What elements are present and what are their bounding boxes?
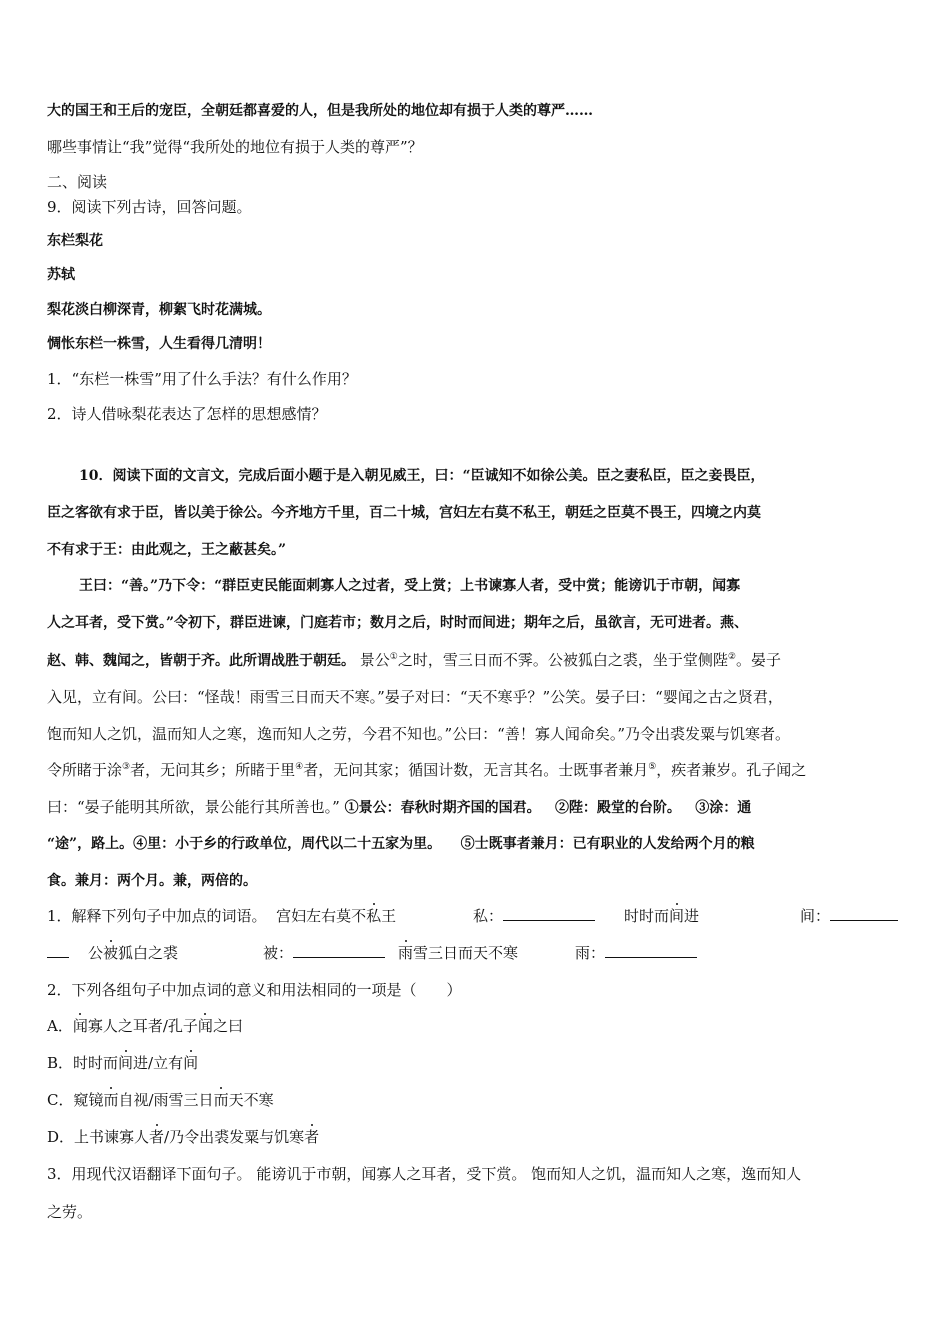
q9-sub-1: 1．“东栏一株雪”用了什么手法？有什么作用？ xyxy=(47,370,357,388)
s1-item-4: 雨雪三日而天不寒 xyxy=(398,944,519,962)
answer-blank-2[interactable] xyxy=(830,906,898,921)
q10-p2-line-1: 王曰：“善。”乃下令：“群臣吏民能面刺寡人之过者，受上赏；上书谏寡人者，受中赏；能谤讥于市朝，闻寡 xyxy=(79,578,741,594)
footnote-ref-5: ⑤ xyxy=(648,762,657,772)
q10-p2-line-7-a: 曰：“晏子能明其所欲，景公能行其所善也。” xyxy=(47,798,340,816)
q10-p1-line-2: 臣之客欲有求于臣，皆以美于徐公。今齐地方千里，百二十城，宫妇左右莫不私王，朝廷之臣莫不畏王，四境之内莫 xyxy=(47,505,761,521)
s1-item-3: 公被狐白之裘 xyxy=(88,944,179,962)
footnote-5: ⑤士既事者兼月：已有职业的人发给两个月的粮 xyxy=(460,836,755,852)
intro-question: 哪些事情让“我”觉得“我所处的地位有损于人类的尊严”？ xyxy=(47,138,423,156)
poem-author: 苏轼 xyxy=(47,267,75,283)
footnote-ref-3: ③ xyxy=(122,762,131,772)
s1-label: 1．解释下列句子中加点的词语。 xyxy=(47,907,267,925)
q10-p2-line-3-a: 赵、韩、魏闻之，皆朝于齐。此所谓战胜于朝廷。 xyxy=(47,653,355,669)
q10-p2-line-6 xyxy=(47,760,806,780)
option-b[interactable]: B．时时而间进/立有间 xyxy=(47,1054,199,1072)
s2-label: 2．下列各组句子中加点词的意义和用法相同的一项是（ ） xyxy=(47,981,462,999)
option-d[interactable]: D．上书谏寡人者/乃令出裘发粟与饥寒者 xyxy=(47,1128,320,1146)
answer-blank-4[interactable] xyxy=(605,943,697,958)
q9-title: 9．阅读下列古诗，回答问题。 xyxy=(47,198,252,216)
s1-item-2: 时时而间进 xyxy=(624,907,700,925)
q10-p2-line-5: 饱而知人之饥，温而知人之寒，逸而知人之劳，今君不知也。”公曰：“善！寡人闻命矣。”乃令出裘发粟与饥寒者。 xyxy=(47,725,791,743)
s1-item-2-dotted: 间 xyxy=(669,907,685,925)
q10-p2-line-3-b: 景公 xyxy=(359,651,390,669)
s1-answer-4: 雨： xyxy=(575,943,697,963)
q10-p2-line-4: 入见，立有间。公曰：“怪哉！雨雪三日而天不寒。”晏子对曰：“天不寒乎？”公笑。晏子曰：“婴闻之古之贤君， xyxy=(47,688,783,706)
footnote-4: “途”，路上。④里：小于乡的行政单位，周代以二十五家为里。 xyxy=(47,836,442,852)
s1-answer-3: 被： xyxy=(263,943,385,963)
q10-p2-line-2: 人之耳者，受下赏。”令初下，群臣进谏，门庭若市；数月之后，时时而间进；期年之后，虽欲言，无可进者。燕、 xyxy=(47,615,749,631)
footnote-2: ②陛：殿堂的台阶。 xyxy=(554,800,681,816)
s3-line-1: 3．用现代汉语翻译下面句子。 能谤讥于市朝，闻寡人之耳者，受下赏。 饱而知人之饥，温而知人之寒，逸而知人 xyxy=(47,1165,802,1183)
footnote-3: ③涂：通 xyxy=(695,800,752,816)
s1-item-3-dotted: 被 xyxy=(103,944,119,962)
answer-blank-2-tail[interactable] xyxy=(47,943,69,958)
q10-p1-line-3: 不有求于王：由此观之，王之蔽甚矣。” xyxy=(47,542,287,558)
q10-p2-line-3-c: 之时，雪三日而不霁。公被狐白之裘，坐于堂侧陛 xyxy=(397,651,728,669)
s1-item-1: 宫妇左右莫不私王 xyxy=(276,907,397,925)
q10-p2-line-3-d: 。晏子 xyxy=(735,651,781,669)
s1-item-4-dotted: 雨 xyxy=(398,944,414,962)
footnote-1: ①景公：春秋时期齐国的国君。 xyxy=(344,800,541,816)
q10-p2-line-7 xyxy=(47,797,751,818)
q10-p2-line-3 xyxy=(47,650,781,671)
s1-answer-1: 私： xyxy=(473,906,595,926)
s1-answer-2: 间： xyxy=(800,906,898,926)
answer-blank-1[interactable] xyxy=(503,906,595,921)
poem-verse-2: 惆怅东栏一株雪，人生看得几清明！ xyxy=(47,336,271,352)
s1-item-1-dotted: 私 xyxy=(366,907,382,925)
option-c[interactable]: C．窥镜而自视/雨雪三日而天不寒 xyxy=(47,1091,274,1109)
q10-p1-line-1: 10．阅读下面的文言文，完成后面小题于是入朝见威王，曰：“臣诚知不如徐公美。臣之妻私臣，臣之妾畏臣， xyxy=(79,468,765,484)
intro-line-1: 大的国王和王后的宠臣，全朝廷都喜爱的人，但是我所处的地位却有损于人类的尊严…… xyxy=(47,103,593,119)
footnote-ref-1: ① xyxy=(389,652,398,662)
s3-line-2: 之劳。 xyxy=(47,1203,93,1221)
poem-verse-1: 梨花淡白柳深青，柳絮飞时花满城。 xyxy=(47,302,271,318)
poem-title: 东栏梨花 xyxy=(47,233,103,249)
q10-p2-line-6-d: ，疾者兼岁。孔子闻之 xyxy=(656,761,807,779)
q10-p2-line-9: 食。兼月：两个月。兼，两倍的。 xyxy=(47,873,257,889)
s1-line-1 xyxy=(47,906,396,926)
answer-blank-3[interactable] xyxy=(293,943,385,958)
q10-p2-line-6-a: 令所睹于涂 xyxy=(47,761,123,779)
section-heading: 二、阅读 xyxy=(47,173,108,191)
q10-p2-line-6-b: 者，无问其乡；所睹于里 xyxy=(130,761,296,779)
footnote-ref-4: ④ xyxy=(295,762,304,772)
q9-sub-2: 2．诗人借咏梨花表达了怎样的思想感情？ xyxy=(47,405,327,423)
q10-p2-line-8 xyxy=(47,834,755,854)
footnote-ref-2: ② xyxy=(727,652,736,662)
s1-blank-tail xyxy=(47,943,69,963)
q10-p2-line-6-c: 者，无问其家；循国计数，无言其名。士既事者兼月 xyxy=(303,761,649,779)
option-a[interactable]: A．闻寡人之耳者/孔子闻之曰 xyxy=(47,1017,243,1035)
